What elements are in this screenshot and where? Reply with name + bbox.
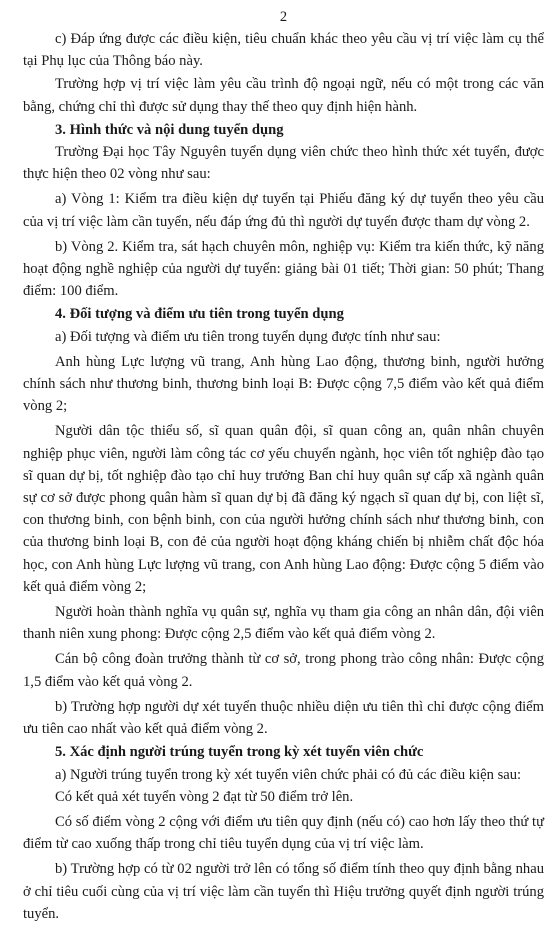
paragraph-round-1: a) Vòng 1: Kiểm tra điều kiện dự tuyển tại Phiếu đăng ký dự tuyển theo yêu cầu của vị trí việc làm cần tuyển, nếu đáp ứng đủ thì người dự tuyển được tham dự vòng 2. [23,191,544,230]
paragraph-priority-5: Người dân tộc thiểu số, sĩ quan quân đội, sĩ quan công an, quân nhân chuyên nghiệp phục viên, người làm công tác cơ yếu chuyển ngành, học viên tốt nghiệp đào tạo sĩ quan dự bị, tốt nghiệp đào tạo chỉ huy trưởng Ban chỉ huy quân sự cấp xã ngành quân sự cơ sở được phong quân hàm sĩ quan dự bị đã đăng ký ngạch sĩ quan dự bị, con liệt sĩ, con thương binh, con bệnh binh, con của người hưởng chính sách như thương binh, con của thương binh loại B, con đẻ của người hoạt động kháng chiến bị nhiễm chất độc hóa học, con Anh hùng Lực lượng vũ trang, con Anh hùng Lao động: Được cộng 5 điểm vào kết quả điểm vòng 2; [23,423,544,595]
paragraph-priority-1-5: Cán bộ công đoàn trưởng thành từ cơ sở, trong phong trào công nhân: Được cộng 1,5 điểm vào kết quả vòng 2. [23,651,544,690]
paragraph-priority-intro: a) Đối tượng và điểm ưu tiên trong tuyển dụng được tính như sau: [55,328,441,345]
paragraph-priority-highest: b) Trường hợp người dự xét tuyển thuộc nhiều diện ưu tiên thì chỉ được cộng điểm ưu tiên cao nhất vào kết quả điểm vòng 2. [23,698,544,738]
paragraph-round-2: b) Vòng 2. Kiểm tra, sát hạch chuyên môn, nghiệp vụ: Kiểm tra kiến thức, kỹ năng hoạt động nghề nghiệp của người dự tuyển: giảng bài 01 tiết; Thời gian: 50 phút; Thang điểm: 100 điểm. [23,238,544,300]
paragraph-recruitment-form: Trường Đại học Tây Nguyên tuyển dụng viên chức theo hình thức xét tuyển, được thực hiện theo 02 vòng như sau: [23,144,544,183]
paragraph-winner-ranking: Có số điểm vòng 2 cộng với điểm ưu tiên quy định (nếu có) cao hơn lấy theo thứ tự điểm từ cao xuống thấp trong chỉ tiêu tuyển dụng của vị trí việc làm. [23,813,544,853]
heading-section-5: 5. Xác định người trúng tuyển trong kỳ xét tuyển viên chức [55,744,424,761]
heading-section-3: 3. Hình thức và nội dung tuyển dụng [55,121,284,138]
paragraph-condition-c: c) Đáp ứng được các điều kiện, tiêu chuẩn khác theo yêu cầu vị trí việc làm cụ thể tại Phụ lục của Thông báo này. [23,31,544,70]
paragraph-winner-score: Có kết quả xét tuyển vòng 2 đạt từ 50 điểm trở lên. [55,788,354,805]
paragraph-priority-7-5: Anh hùng Lực lượng vũ trang, Anh hùng Lao động, thương binh, người hưởng chính sách như thương binh, thương binh loại B: Được cộng 7,5 điểm vào kết quả điểm vòng 2; [23,353,544,415]
heading-section-4: 4. Đối tượng và điểm ưu tiên trong tuyển dụng [55,306,344,323]
paragraph-priority-2-5: Người hoàn thành nghĩa vụ quân sự, nghĩa vụ tham gia công an nhân dân, đội viên thanh niên xung phong: Được cộng 2,5 điểm vào kết quả điểm vòng 2. [23,604,544,643]
paragraph-foreign-language: Trường hợp vị trí việc làm yêu cầu trình độ ngoại ngữ, nếu có một trong các văn bằng, chứng chỉ thì được sử dụng thay thế theo quy định hiện hành. [23,76,544,115]
paragraph-tie-break: b) Trường hợp có từ 02 người trở lên có tổng số điểm tính theo quy định bằng nhau ở chỉ tiêu cuối cùng của vị trí việc làm cần tuyển thì Hiệu trưởng quyết định người trúng tuyển. [23,861,544,922]
document-page [23,0,544,925]
paragraph-winner-conditions: a) Người trúng tuyển trong kỳ xét tuyển viên chức phải có đủ các điều kiện sau: [55,766,522,783]
page-number: 2 [279,9,288,25]
